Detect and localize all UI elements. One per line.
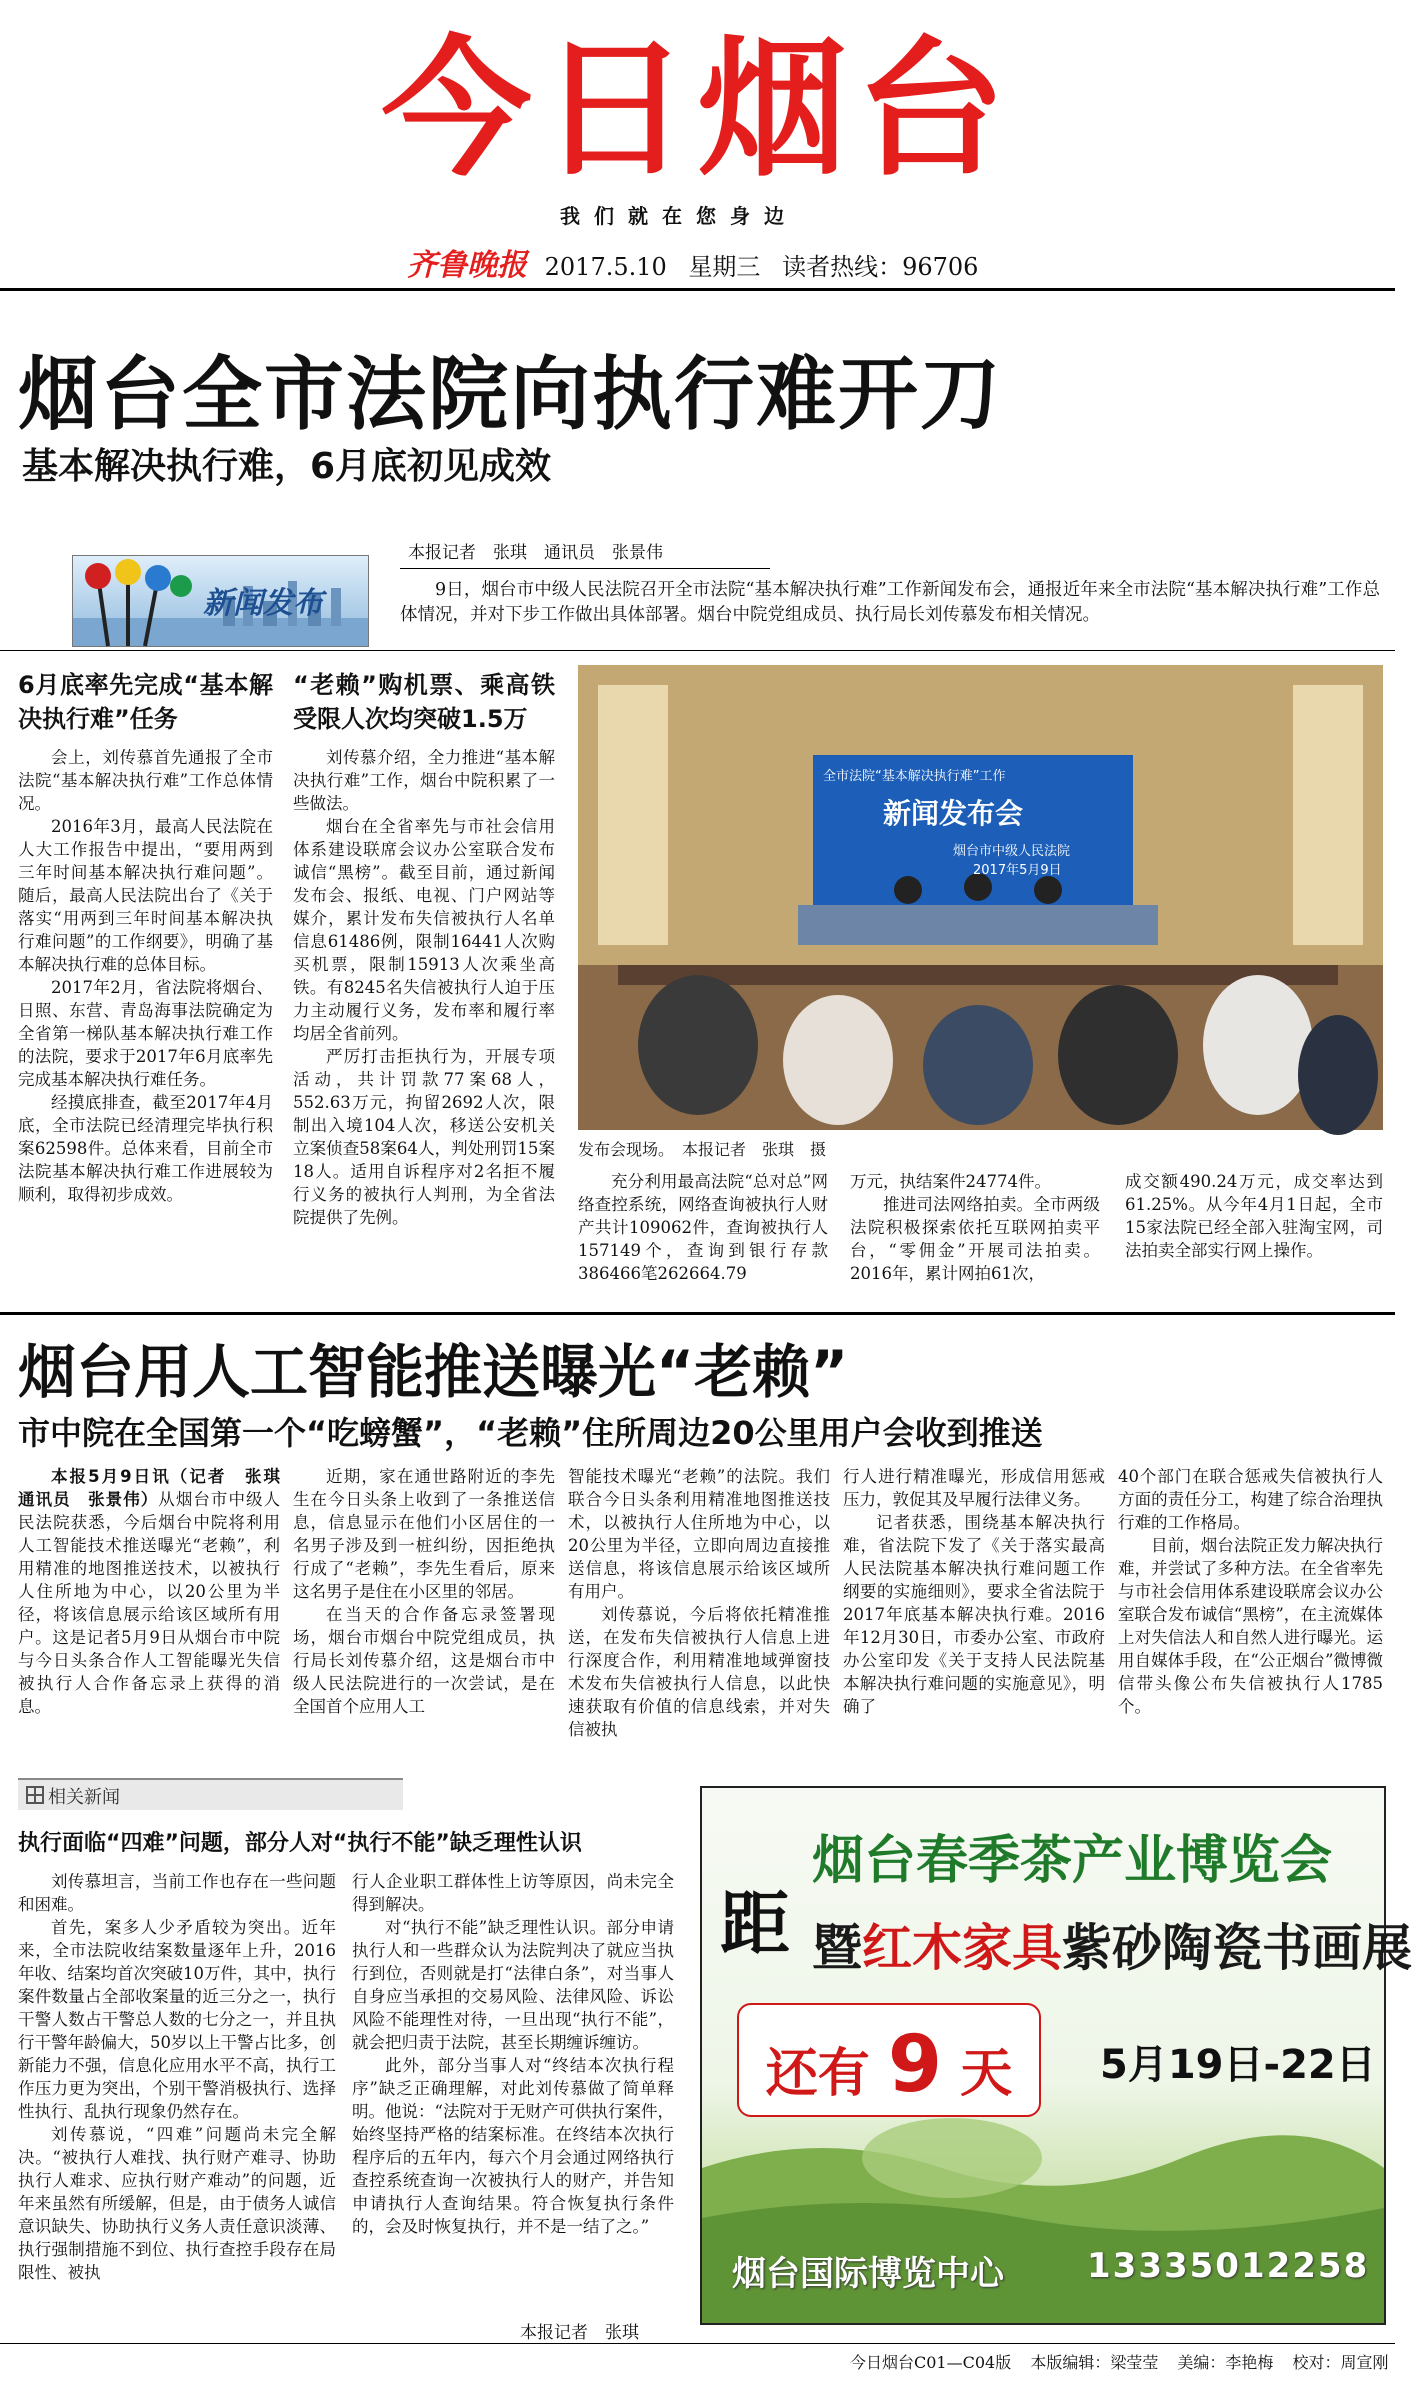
paragraph: 目前，烟台法院正发力解决执行难，并尝试了多种方法。在全省率先与市社会信用体系建设联席会议办公室联合发布诚信“黑榜”，在主流媒体上对失信法人和自然人进行曝光。运用自媒体手段，在“公正烟台”微博微信带头像公布失信被执行人1785个。 (1118, 1536, 1383, 1716)
story1-lead: 9日，烟台市中级人民法院召开全市法院“基本解决执行难”工作新闻发布会，通报近年来全市法院“基本解决执行难”工作总体情况，并对下步工作做出具体部署。烟台中院党组成员、执行局长刘传慕发布相关情况。 (400, 580, 1380, 625)
footer-rule (0, 2343, 1395, 2344)
paragraph: 在当天的合作备忘录签署现场，烟台市烟台中院党组成员，执行局长刘传慕介绍，这是烟台市中级人民法院进行的一次尝试，是在全国首个应用人工 (293, 1605, 555, 1716)
news-release-label: 新闻发布 (203, 586, 323, 621)
story2-column-5 (1118, 1465, 1383, 1755)
paragraph: 推进司法网络拍卖。全市两级法院积极探索依托互联网拍卖平台，“零佣金”开展司法拍卖。2016年，累计网拍61次， (850, 1195, 1100, 1283)
issue-weekday: 星期三 (688, 253, 761, 281)
related-news-tab (18, 1778, 403, 1810)
footer-proof: 校对：周宣刚 (1292, 2353, 1389, 2372)
masthead-info-row (407, 240, 992, 283)
paragraph: 成交额490.24万元，成交率达到61.25%。从今年4月1日起，全市15家法院已经全部入驻淘宝网，司法拍卖全部实行网上操作。 (1125, 1172, 1383, 1260)
lead-rule (0, 650, 1395, 651)
paragraph: 记者获悉，围绕基本解决执行难，省法院下发了《关于落实最高人民法院基本解决执行难问题工作纲要的实施细则》，要求全省法院于2017年底基本解决执行难。2016年12月30日，市委办公室、市政府办公室印发《关于支持人民法院基本解决执行难问题的实施意见》，明确了 (843, 1513, 1105, 1716)
story2-intro-text: 从烟台市中级人民法院获悉，今后烟台中院将利用人工智能技术推送曝光“老赖”，利用精准的地图推送技术，以被执行人住所地为中心，以20公里为半径，将该信息展示给该区域所有用户。这是记者5月9日从烟台市中院与今日头条合作人工智能曝光失信被执行人合作备忘录上获得的消息。 (18, 1490, 281, 1716)
story2-headline: 烟台用人工智能推送曝光“老赖” (18, 1338, 849, 1406)
countdown-suffix: 天 (960, 2044, 1013, 2104)
ad-title-line-2 (812, 1908, 1412, 1980)
masthead-title: 今日烟台 (381, 23, 1014, 197)
qilu-evening-news-logo: 齐鲁晚报 (407, 248, 527, 283)
photo-caption: 发布会现场。 本报记者 张琪 摄 (578, 1140, 827, 1159)
paragraph: 2016年3月，最高人民法院在人大工作报告中提出，“要用两到三年时间基本解决执行难问题”。随后，最高人民法院出台了《关于落实“用两到三年时间基本解决执行难问题”的工作纲要》，明确了基本解决执行难的总体目标。 (18, 817, 273, 974)
paragraph: 智能技术曝光“老赖”的法院。我们联合今日头条利用精准地图推送技术，以被执行人住所地为中心，以20公里为半径，立即向周边直接推送信息，将该信息展示给该区域所有用户。 (568, 1467, 830, 1601)
story1-column-4 (850, 1170, 1100, 1300)
story2-dateline: 本报5月9日讯（记者 张琪 通讯员 张景伟） (18, 1467, 297, 1509)
related-headline: 执行面临“四难”问题，部分人对“执行不能”缺乏理性认识 (18, 1831, 582, 1856)
masthead-rule (0, 288, 1395, 291)
tea-expo-advertisement (700, 1786, 1412, 2325)
masthead-slogan: 我们就在您身边 (560, 204, 798, 228)
paragraph: 40个部门在联合惩戒失信被执行人方面的责任分工，构建了综合治理执行难的工作格局。 (1118, 1467, 1383, 1532)
screen-text (823, 765, 1123, 878)
news-release-badge (72, 555, 369, 647)
story-divider (0, 1312, 1395, 1315)
footer-section: 今日烟台C01—C04版 (850, 2353, 1012, 2372)
paragraph: 2017年2月，省法院将烟台、日照、东营、青岛海事法院确定为全省第一梯队基本解决执行难工作的法院，要求于2017年6月底率先完成基本解决执行难任务。 (18, 978, 273, 1089)
ad-line2-red: 红木家具 (862, 1919, 1062, 1977)
paragraph: 刘传慕坦言，当前工作也存在一些问题和困难。 (18, 1872, 336, 1914)
footer-editor: 本版编辑：梁莹莹 (1030, 2353, 1159, 2372)
related-column-2 (352, 1870, 674, 2320)
paragraph: 刘传慕说，“四难”问题尚未完全解决。“被执行人难找、执行财产难寻、协助执行人难求、应执行财产难动”的问题，近年来虽然有所缓解，但是，由于债务人诚信意识缺失、协助执行义务人责任意识淡薄、执行强制措施不到位、执行查控手段存在局限性、被执 (18, 2125, 336, 2282)
paragraph: 充分利用最高法院“总对总”网络查控系统，网络查询被执行人财产共计109062件，查询被执行人157149个，查询到银行存款386466笔262664.79 (578, 1172, 828, 1283)
paragraph: 首先，案多人少矛盾较为突出。近年来，全市法院收结案数量逐年上升，2016年收、结案均首次突破10万件，其中，执行案件数量占全部收案量的近三分之一，执行干警人数占干警总人数的七分之一，并且执行干警年龄偏大，50岁以上干警占比多，创新能力不强，信息化应用水平不高，执行工作压力更为突出，个别干警消极执行、选择性执行、乱执行现象仍然存在。 (18, 1918, 336, 2121)
press-conference-photo (578, 665, 1383, 1130)
ad-line2-b: 紫砂陶瓷书画展 (1062, 1919, 1412, 1977)
countdown-text (739, 2020, 1039, 2110)
paragraph: 会上，刘传慕首先通报了全市法院“基本解决执行难”工作总体情况。 (18, 748, 273, 813)
paragraph (18, 1465, 297, 1718)
story2-subhead: 市中院在全国第一个“吃螃蟹”，“老赖”住所周边20公里用户会收到推送 (18, 1414, 1043, 1452)
paragraph: 此外，部分当事人对“终结本次执行程序”缺乏正确理解，对此刘传慕做了简单释明。他说：“法院对于无财产可供执行案件，始终坚持严格的结案标准。在终结本次执行程序后的五年内，每六个月会通过网络执行查控系统查询一次被执行人的财产，并告知申请执行人查询结果。符合恢复执行条件的，会及时恢复执行，并不是一结了之。” (352, 2056, 674, 2236)
related-news-label: 相关新闻 (48, 1787, 120, 1808)
story2-column-3 (568, 1465, 830, 1755)
related-signature: 本报记者 张琪 (520, 2323, 639, 2343)
issue-date: 2017.5.10 (544, 253, 667, 281)
story1-section-head-2: “老赖”购机票、乘高铁受限人次均突破1.5万 (293, 671, 555, 733)
story1-headline: 烟台全市法院向执行难开刀 (18, 348, 1002, 441)
story1-section-head-1: 6月底率先完成“基本解决执行难”任务 (18, 671, 273, 733)
story2-column-1 (18, 1465, 297, 1755)
press-conference-scene (578, 665, 1383, 1130)
page-footer (850, 2350, 1403, 2373)
countdown-number: 9 (887, 2020, 943, 2110)
reader-hotline: 读者热线：96706 (782, 253, 979, 281)
screen-line-4: 2017年5月9日 (973, 863, 1062, 878)
paragraph: 严厉打击拒执行为，开展专项活动，共计罚款77案68人，552.63万元，拘留2692人次，限制出入境104人次，移送公安机关立案侦查58案64人，判处刑罚15案18人。适用自诉程序对2名拒不履行义务的被执行人判刑，为全省法院提供了先例。 (293, 1047, 555, 1227)
related-column-1 (18, 1870, 336, 2340)
screen-line-3: 烟台市中级人民法院 (953, 844, 1071, 859)
story1-column-3 (578, 1170, 828, 1300)
screen-line-2: 新闻发布会 (883, 797, 1024, 830)
story2-column-2 (293, 1465, 555, 1755)
story1-column-1 (18, 668, 273, 1298)
ad-prefix: 距 (720, 1883, 790, 1965)
countdown-prefix: 还有 (765, 2044, 870, 2104)
paragraph: 经摸底排查，截至2017年4月底，全市法院已经清理完毕执行积案62598件。总体来看，目前全市法院基本解决执行难工作进展较为顺利，取得初步成效。 (18, 1093, 273, 1204)
paragraph: 行人进行精准曝光，形成信用惩戒压力，敦促其及早履行法律义务。 (843, 1467, 1105, 1509)
expo-venue: 烟台国际博览中心 (732, 2254, 1004, 2294)
paragraph: 刘传慕说，今后将依托精准推送，在发布失信被执行人信息上进行深度合作，利用精准地域弹窗技术发布失信被执行人信息，以此快速获取有价值的信息线索，并对失信被执 (568, 1605, 830, 1739)
story1-column-5 (1125, 1170, 1383, 1300)
paragraph: 近期，家在通世路附近的李先生在今日头条上收到了一条推送信息，信息显示在他们小区居住的一名男子涉及到一桩纠纷，因拒绝执行成了“老赖”，李先生看后，原来这名男子是住在小区里的邻居。 (293, 1467, 555, 1601)
paragraph: 烟台在全省率先与市社会信用体系建设联席会议办公室联合发布诚信“黑榜”。截至目前，通过新闻发布会、报纸、电视、门户网站等媒介，累计发布失信被执行人名单信息61486例，限制16441人次购买机票，限制15913人次乘坐高铁。有8245名失信被执行人迫于压力主动履行义务，发布率和履行率均居全省前列。 (293, 817, 555, 1043)
ad-title-line-1: 烟台春季茶产业博览会 (812, 1831, 1333, 1891)
grid-icon (26, 1786, 44, 1804)
screen-line-1: 全市法院“基本解决执行难”工作 (823, 769, 1006, 784)
paragraph: 对“执行不能”缺乏理性认识。部分申请执行人和一些群众认为法院判决了就应当执行到位，否则就是打“法律白条”，对当事人自身应当承担的交易风险、法律风险、诉讼风险不能理性对待，一旦出现“执行不能”，就会把归责于法院，甚至长期缠诉缠访。 (352, 1918, 674, 2052)
paragraph: 刘传慕介绍，全力推进“基本解决执行难”工作，烟台中院积累了一些做法。 (293, 748, 555, 813)
story1-column-2 (293, 668, 555, 1298)
countdown-box (737, 2003, 1041, 2117)
expo-dates: 5月19日-22日 (1100, 2042, 1376, 2088)
byline-rule (400, 568, 770, 569)
footer-designer: 美编：李艳梅 (1177, 2353, 1274, 2372)
story2-column-4 (843, 1465, 1105, 1755)
story1-subhead: 基本解决执行难，6月底初见成效 (22, 446, 552, 487)
story1-byline: 本报记者 张琪 通讯员 张景伟 (408, 543, 663, 563)
expo-phone: 13335012258 (1087, 2246, 1370, 2286)
paragraph: 万元，执结案件24774件。 (850, 1172, 1051, 1191)
ad-line2-a: 暨 (812, 1919, 862, 1977)
paragraph: 行人企业职工群体性上访等原因，尚未完全得到解决。 (352, 1872, 674, 1914)
